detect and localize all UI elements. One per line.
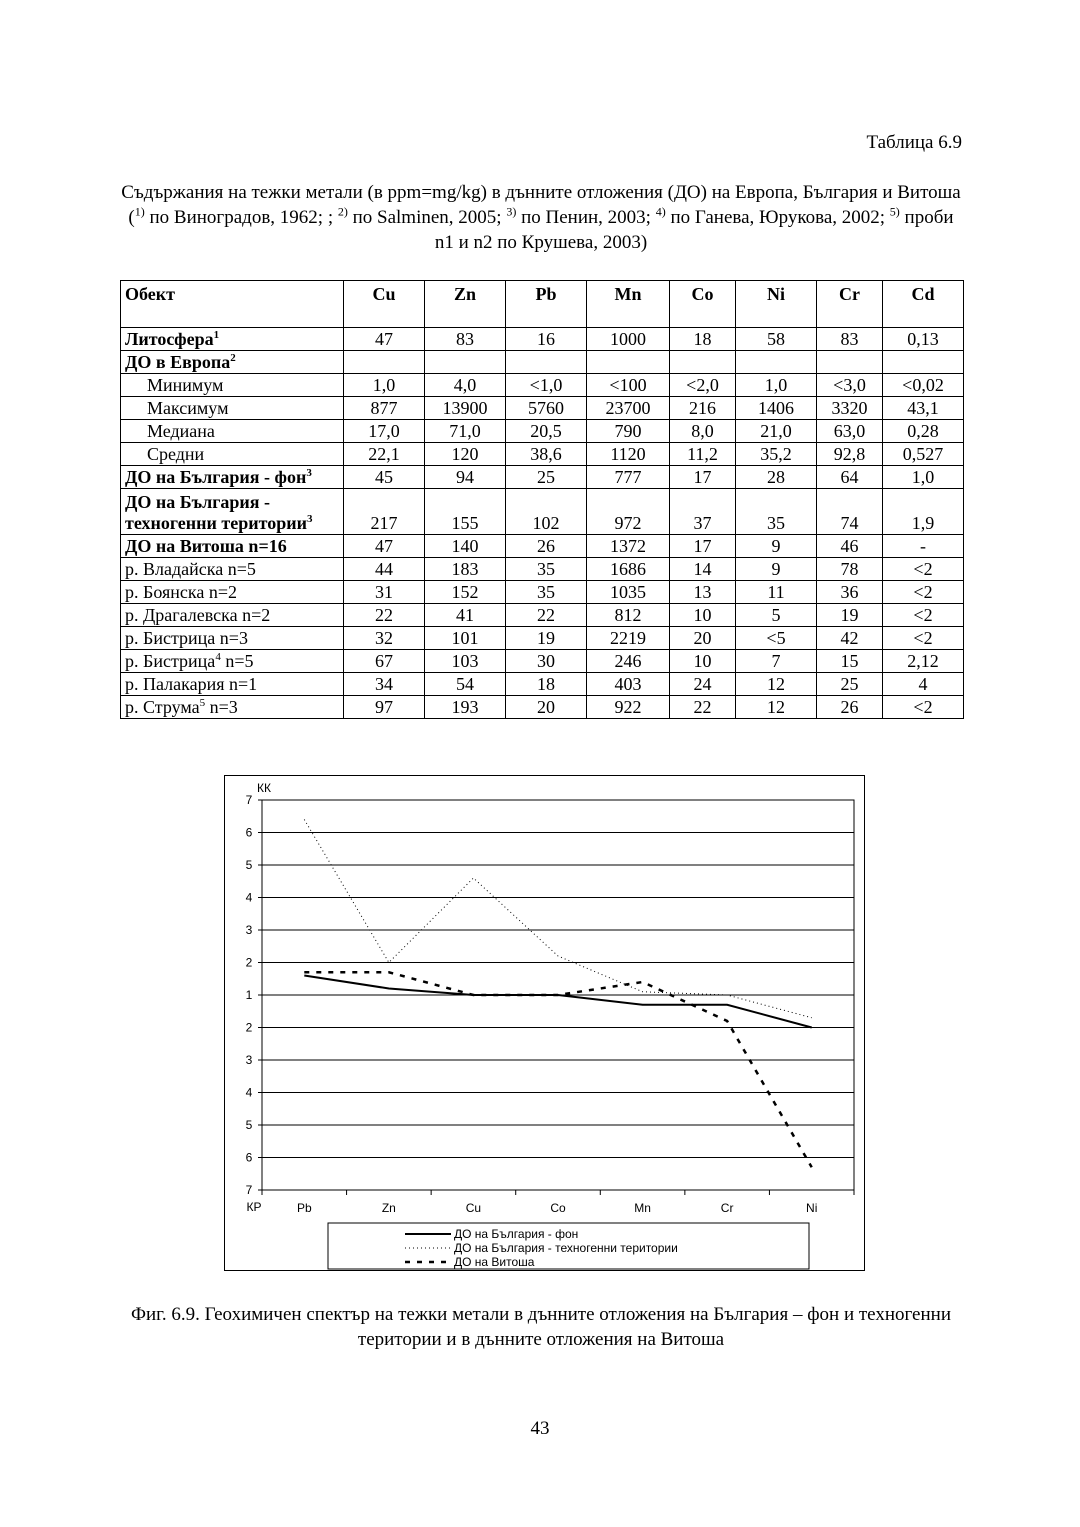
table-row bbox=[121, 581, 964, 604]
table-cell-co: 17 bbox=[670, 466, 736, 489]
row-label: р. Струма$^5$ n=3 bbox=[121, 696, 344, 719]
table-row bbox=[121, 650, 964, 673]
y-tick-label: 3 bbox=[245, 923, 253, 937]
col-header-zn: Zn bbox=[425, 281, 506, 328]
col-header-co: Co bbox=[670, 281, 736, 328]
row-label: р. Владайска n=5 bbox=[121, 558, 344, 581]
table-cell-cu: 34 bbox=[344, 673, 425, 696]
row-label: Максимум bbox=[121, 397, 344, 420]
table-cell-cu: 877 bbox=[344, 397, 425, 420]
y-tick-label: 6 bbox=[245, 825, 253, 840]
row-label: Медиана bbox=[121, 420, 344, 443]
x-tick-label-co: Co bbox=[550, 1201, 566, 1215]
table-cell-pb: 16 bbox=[506, 328, 587, 351]
table-cell-ni: 21,0 bbox=[736, 420, 817, 443]
table-cell-zn: 94 bbox=[425, 466, 506, 489]
table-row bbox=[121, 604, 964, 627]
table-cell-mn: 1686 bbox=[587, 558, 670, 581]
y-tick-label: 7 bbox=[245, 1183, 253, 1197]
table-cell-cd: <2 bbox=[883, 696, 964, 719]
table-cell-ni: 58 bbox=[736, 328, 817, 351]
table-cell-ni: 5 bbox=[736, 604, 817, 627]
table-cell-cr: 25 bbox=[817, 673, 883, 696]
col-header-cu: Cu bbox=[344, 281, 425, 328]
y-axis-label-top: КК bbox=[257, 781, 271, 795]
table-cell-cd: - bbox=[883, 535, 964, 558]
table-cell-cr: 15 bbox=[817, 650, 883, 673]
table-cell-cu: 32 bbox=[344, 627, 425, 650]
figure-caption: Фиг. 6.9. Геохимичен спектър на тежки метали в дънните отложения на България – фон и техногенни територии и в дънните отложения на Витоша bbox=[131, 1304, 951, 1350]
table-cell-cr: 78 bbox=[817, 558, 883, 581]
table-cell-co: 17 bbox=[670, 535, 736, 558]
y-tick-label: 2 bbox=[245, 955, 253, 970]
table-cell-mn: 812 bbox=[587, 604, 670, 627]
table-cell-zn: 83 bbox=[425, 328, 506, 351]
table-cell-cd: 0,13 bbox=[883, 328, 964, 351]
row-label: ДО на България - техногенни територии$^3$ bbox=[121, 489, 344, 535]
table-cell-mn: 777 bbox=[587, 466, 670, 489]
table-cell-pb: <1,0 bbox=[506, 374, 587, 397]
table-cell-cr: 19 bbox=[817, 604, 883, 627]
table-cell-mn: 1035 bbox=[587, 581, 670, 604]
table-cell-pb: 22 bbox=[506, 604, 587, 627]
table-row bbox=[121, 696, 964, 719]
table-cell-zn: 120 bbox=[425, 443, 506, 466]
table-cell-zn: 13900 bbox=[425, 397, 506, 420]
table-cell-pb: 102 bbox=[506, 489, 587, 535]
row-label: Средни bbox=[121, 443, 344, 466]
table-cell-cu: 97 bbox=[344, 696, 425, 719]
table-cell-co: 10 bbox=[670, 650, 736, 673]
row-label: ДО в Европа$^2$ bbox=[121, 351, 344, 374]
y-tick-label: 4 bbox=[245, 890, 253, 905]
table-cell-pb bbox=[506, 351, 587, 374]
table-row bbox=[121, 420, 964, 443]
page-number: 43 bbox=[530, 1418, 550, 1439]
col-header-object: Обект bbox=[121, 281, 344, 328]
x-tick-label-cr: Cr bbox=[720, 1201, 734, 1215]
table-cell-cr: 36 bbox=[817, 581, 883, 604]
table-cell-cr: 3320 bbox=[817, 397, 883, 420]
series-line-1 bbox=[304, 976, 811, 1028]
table-cell-cu: 47 bbox=[344, 535, 425, 558]
table-row bbox=[121, 535, 964, 558]
row-label: Литосфера$^1$ bbox=[121, 328, 344, 351]
y-tick-label: 7 bbox=[245, 793, 253, 807]
table-cell-ni: 9 bbox=[736, 558, 817, 581]
legend-label-1: ДО на България - фон bbox=[454, 1227, 579, 1241]
col-header-cd: Cd bbox=[883, 281, 964, 328]
table-cell-cd: 4 bbox=[883, 673, 964, 696]
table-cell-pb: 5760 bbox=[506, 397, 587, 420]
row-label: р. Бистрица n=3 bbox=[121, 627, 344, 650]
x-tick-label-pb: Pb bbox=[296, 1201, 312, 1215]
table-cell-mn: 403 bbox=[587, 673, 670, 696]
table-cell-cr: <3,0 bbox=[817, 374, 883, 397]
table-caption: Съдържания на тежки метали (в ppm=mg/kg) в дънните отложения (ДО) на Европа, България и Витоша ($^{1)}$ по Виноградов, 1962; ; $^{2)}$ по Salminen, 2005; $^{3)}$ по Пенин, 2003; $^{4)}$ по Ганева, Юрукова, 2002; $^{5)}$ проби n1 и n2 по Крушева, 2003) bbox=[121, 182, 961, 253]
row-label: Минимум bbox=[121, 374, 344, 397]
table-body bbox=[121, 328, 964, 719]
table-cell-cr bbox=[817, 351, 883, 374]
table-cell-cu: 45 bbox=[344, 466, 425, 489]
table-cell-ni: 35,2 bbox=[736, 443, 817, 466]
table-cell-co: 18 bbox=[670, 328, 736, 351]
table-cell-co: 10 bbox=[670, 604, 736, 627]
table-cell-ni bbox=[736, 351, 817, 374]
table-cell-mn: 246 bbox=[587, 650, 670, 673]
table-cell-cd: <2 bbox=[883, 581, 964, 604]
legend-label-3: ДО на Витоша bbox=[454, 1255, 535, 1269]
table-cell-cd: 2,12 bbox=[883, 650, 964, 673]
table-cell-zn: 41 bbox=[425, 604, 506, 627]
table-cell-pb: 35 bbox=[506, 581, 587, 604]
table-cell-pb: 20 bbox=[506, 696, 587, 719]
table-header-row bbox=[121, 281, 964, 328]
table-cell-cr: 83 bbox=[817, 328, 883, 351]
table-cell-co bbox=[670, 351, 736, 374]
table-cell-zn: 4,0 bbox=[425, 374, 506, 397]
col-header-pb: Pb bbox=[506, 281, 587, 328]
table-cell-zn: 101 bbox=[425, 627, 506, 650]
y-axis-label-bottom: КР bbox=[246, 1200, 262, 1214]
chart-svg bbox=[225, 776, 864, 1270]
table-cell-cd: <2 bbox=[883, 558, 964, 581]
table-cell-cu: 22 bbox=[344, 604, 425, 627]
table-cell-mn: 922 bbox=[587, 696, 670, 719]
table-cell-zn: 71,0 bbox=[425, 420, 506, 443]
table-cell-zn bbox=[425, 351, 506, 374]
table-cell-cd: <0,02 bbox=[883, 374, 964, 397]
table-cell-zn: 193 bbox=[425, 696, 506, 719]
legend-label-2: ДО на България - техногенни територии bbox=[454, 1241, 678, 1255]
table-cell-pb: 20,5 bbox=[506, 420, 587, 443]
table-cell-pb: 38,6 bbox=[506, 443, 587, 466]
table-cell-zn: 183 bbox=[425, 558, 506, 581]
table-cell-co: 13 bbox=[670, 581, 736, 604]
table-cell-co: 11,2 bbox=[670, 443, 736, 466]
table-cell-co: 8,0 bbox=[670, 420, 736, 443]
table-row bbox=[121, 466, 964, 489]
table-row bbox=[121, 397, 964, 420]
series-line-3 bbox=[304, 972, 811, 1167]
table-cell-ni: 1406 bbox=[736, 397, 817, 420]
table-cell-cd: <2 bbox=[883, 604, 964, 627]
x-tick-label-ni: Ni bbox=[806, 1201, 818, 1215]
table-cell-ni: 11 bbox=[736, 581, 817, 604]
table-cell-pb: 30 bbox=[506, 650, 587, 673]
table-cell-co: 37 bbox=[670, 489, 736, 535]
col-header-ni: Ni bbox=[736, 281, 817, 328]
table-cell-pb: 35 bbox=[506, 558, 587, 581]
x-tick-label-mn: Mn bbox=[634, 1201, 651, 1215]
table-cell-pb: 26 bbox=[506, 535, 587, 558]
table-cell-cu: 31 bbox=[344, 581, 425, 604]
table-cell-cr: 64 bbox=[817, 466, 883, 489]
table-cell-mn: 1000 bbox=[587, 328, 670, 351]
table-cell-cr: 92,8 bbox=[817, 443, 883, 466]
table-row bbox=[121, 374, 964, 397]
table-cell-cr: 42 bbox=[817, 627, 883, 650]
table-cell-cd: <2 bbox=[883, 627, 964, 650]
table-cell-ni: 7 bbox=[736, 650, 817, 673]
row-label: р. Палакария n=1 bbox=[121, 673, 344, 696]
table-cell-ni: <5 bbox=[736, 627, 817, 650]
table-cell-ni: 35 bbox=[736, 489, 817, 535]
y-tick-label: 3 bbox=[245, 1053, 253, 1067]
table-cell-cu: 217 bbox=[344, 489, 425, 535]
metals-table bbox=[120, 280, 964, 719]
table-cell-pb: 25 bbox=[506, 466, 587, 489]
table-cell-pb: 19 bbox=[506, 627, 587, 650]
table-cell-cu: 67 bbox=[344, 650, 425, 673]
table-cell-ni: 28 bbox=[736, 466, 817, 489]
table-row bbox=[121, 673, 964, 696]
table-cell-mn: 1372 bbox=[587, 535, 670, 558]
table-cell-cu: 17,0 bbox=[344, 420, 425, 443]
y-tick-label: 5 bbox=[245, 1118, 253, 1132]
table-cell-cr: 74 bbox=[817, 489, 883, 535]
table-cell-mn: 1120 bbox=[587, 443, 670, 466]
table-cell-zn: 155 bbox=[425, 489, 506, 535]
table-cell-cr: 63,0 bbox=[817, 420, 883, 443]
col-header-mn: Mn bbox=[587, 281, 670, 328]
table-cell-co: 24 bbox=[670, 673, 736, 696]
table-cell-mn: 790 bbox=[587, 420, 670, 443]
table-cell-mn: 972 bbox=[587, 489, 670, 535]
table-cell-mn: <100 bbox=[587, 374, 670, 397]
row-label: р. Бистрица$^4$ n=5 bbox=[121, 650, 344, 673]
y-tick-label: 1 bbox=[245, 988, 253, 1002]
table-row bbox=[121, 443, 964, 466]
y-tick-label: 5 bbox=[245, 858, 253, 872]
y-tick-label: 2 bbox=[245, 1020, 253, 1035]
table-row bbox=[121, 627, 964, 650]
geochemical-spectrum-chart bbox=[224, 775, 865, 1271]
table-row bbox=[121, 328, 964, 351]
table-cell-cu bbox=[344, 351, 425, 374]
row-label: ДО на България - фон$^3$ bbox=[121, 466, 344, 489]
row-label: р. Боянска n=2 bbox=[121, 581, 344, 604]
table-cell-zn: 140 bbox=[425, 535, 506, 558]
x-tick-label-zn: Zn bbox=[381, 1201, 396, 1215]
y-tick-label: 4 bbox=[245, 1085, 253, 1100]
table-cell-cd: 1,0 bbox=[883, 466, 964, 489]
table-cell-ni: 12 bbox=[736, 696, 817, 719]
table-cell-ni: 1,0 bbox=[736, 374, 817, 397]
table-cell-co: 20 bbox=[670, 627, 736, 650]
table-cell-co: <2,0 bbox=[670, 374, 736, 397]
table-cell-co: 216 bbox=[670, 397, 736, 420]
x-tick-label-cu: Cu bbox=[465, 1201, 482, 1215]
table-cell-co: 14 bbox=[670, 558, 736, 581]
table-cell-cr: 26 bbox=[817, 696, 883, 719]
table-row bbox=[121, 558, 964, 581]
col-header-cr: Cr bbox=[817, 281, 883, 328]
table-row bbox=[121, 489, 964, 535]
table-cell-zn: 103 bbox=[425, 650, 506, 673]
table-row bbox=[121, 351, 964, 374]
row-label: р. Драгалевска n=2 bbox=[121, 604, 344, 627]
table-cell-mn bbox=[587, 351, 670, 374]
table-cell-cd: 43,1 bbox=[883, 397, 964, 420]
table-cell-co: 22 bbox=[670, 696, 736, 719]
table-cell-cd: 0,527 bbox=[883, 443, 964, 466]
row-label: ДО на Витоша n=16 bbox=[121, 535, 344, 558]
table-cell-cu: 44 bbox=[344, 558, 425, 581]
table-cell-cu: 47 bbox=[344, 328, 425, 351]
table-cell-cd bbox=[883, 351, 964, 374]
table-cell-mn: 2219 bbox=[587, 627, 670, 650]
table-cell-zn: 152 bbox=[425, 581, 506, 604]
table-number: Таблица 6.9 bbox=[866, 132, 962, 153]
table-cell-mn: 23700 bbox=[587, 397, 670, 420]
table-cell-pb: 18 bbox=[506, 673, 587, 696]
table-cell-cd: 0,28 bbox=[883, 420, 964, 443]
table-cell-ni: 9 bbox=[736, 535, 817, 558]
table-cell-cd: 1,9 bbox=[883, 489, 964, 535]
table-cell-cr: 46 bbox=[817, 535, 883, 558]
table-cell-zn: 54 bbox=[425, 673, 506, 696]
table-cell-cu: 22,1 bbox=[344, 443, 425, 466]
y-tick-label: 6 bbox=[245, 1150, 253, 1165]
table-cell-ni: 12 bbox=[736, 673, 817, 696]
table-cell-cu: 1,0 bbox=[344, 374, 425, 397]
